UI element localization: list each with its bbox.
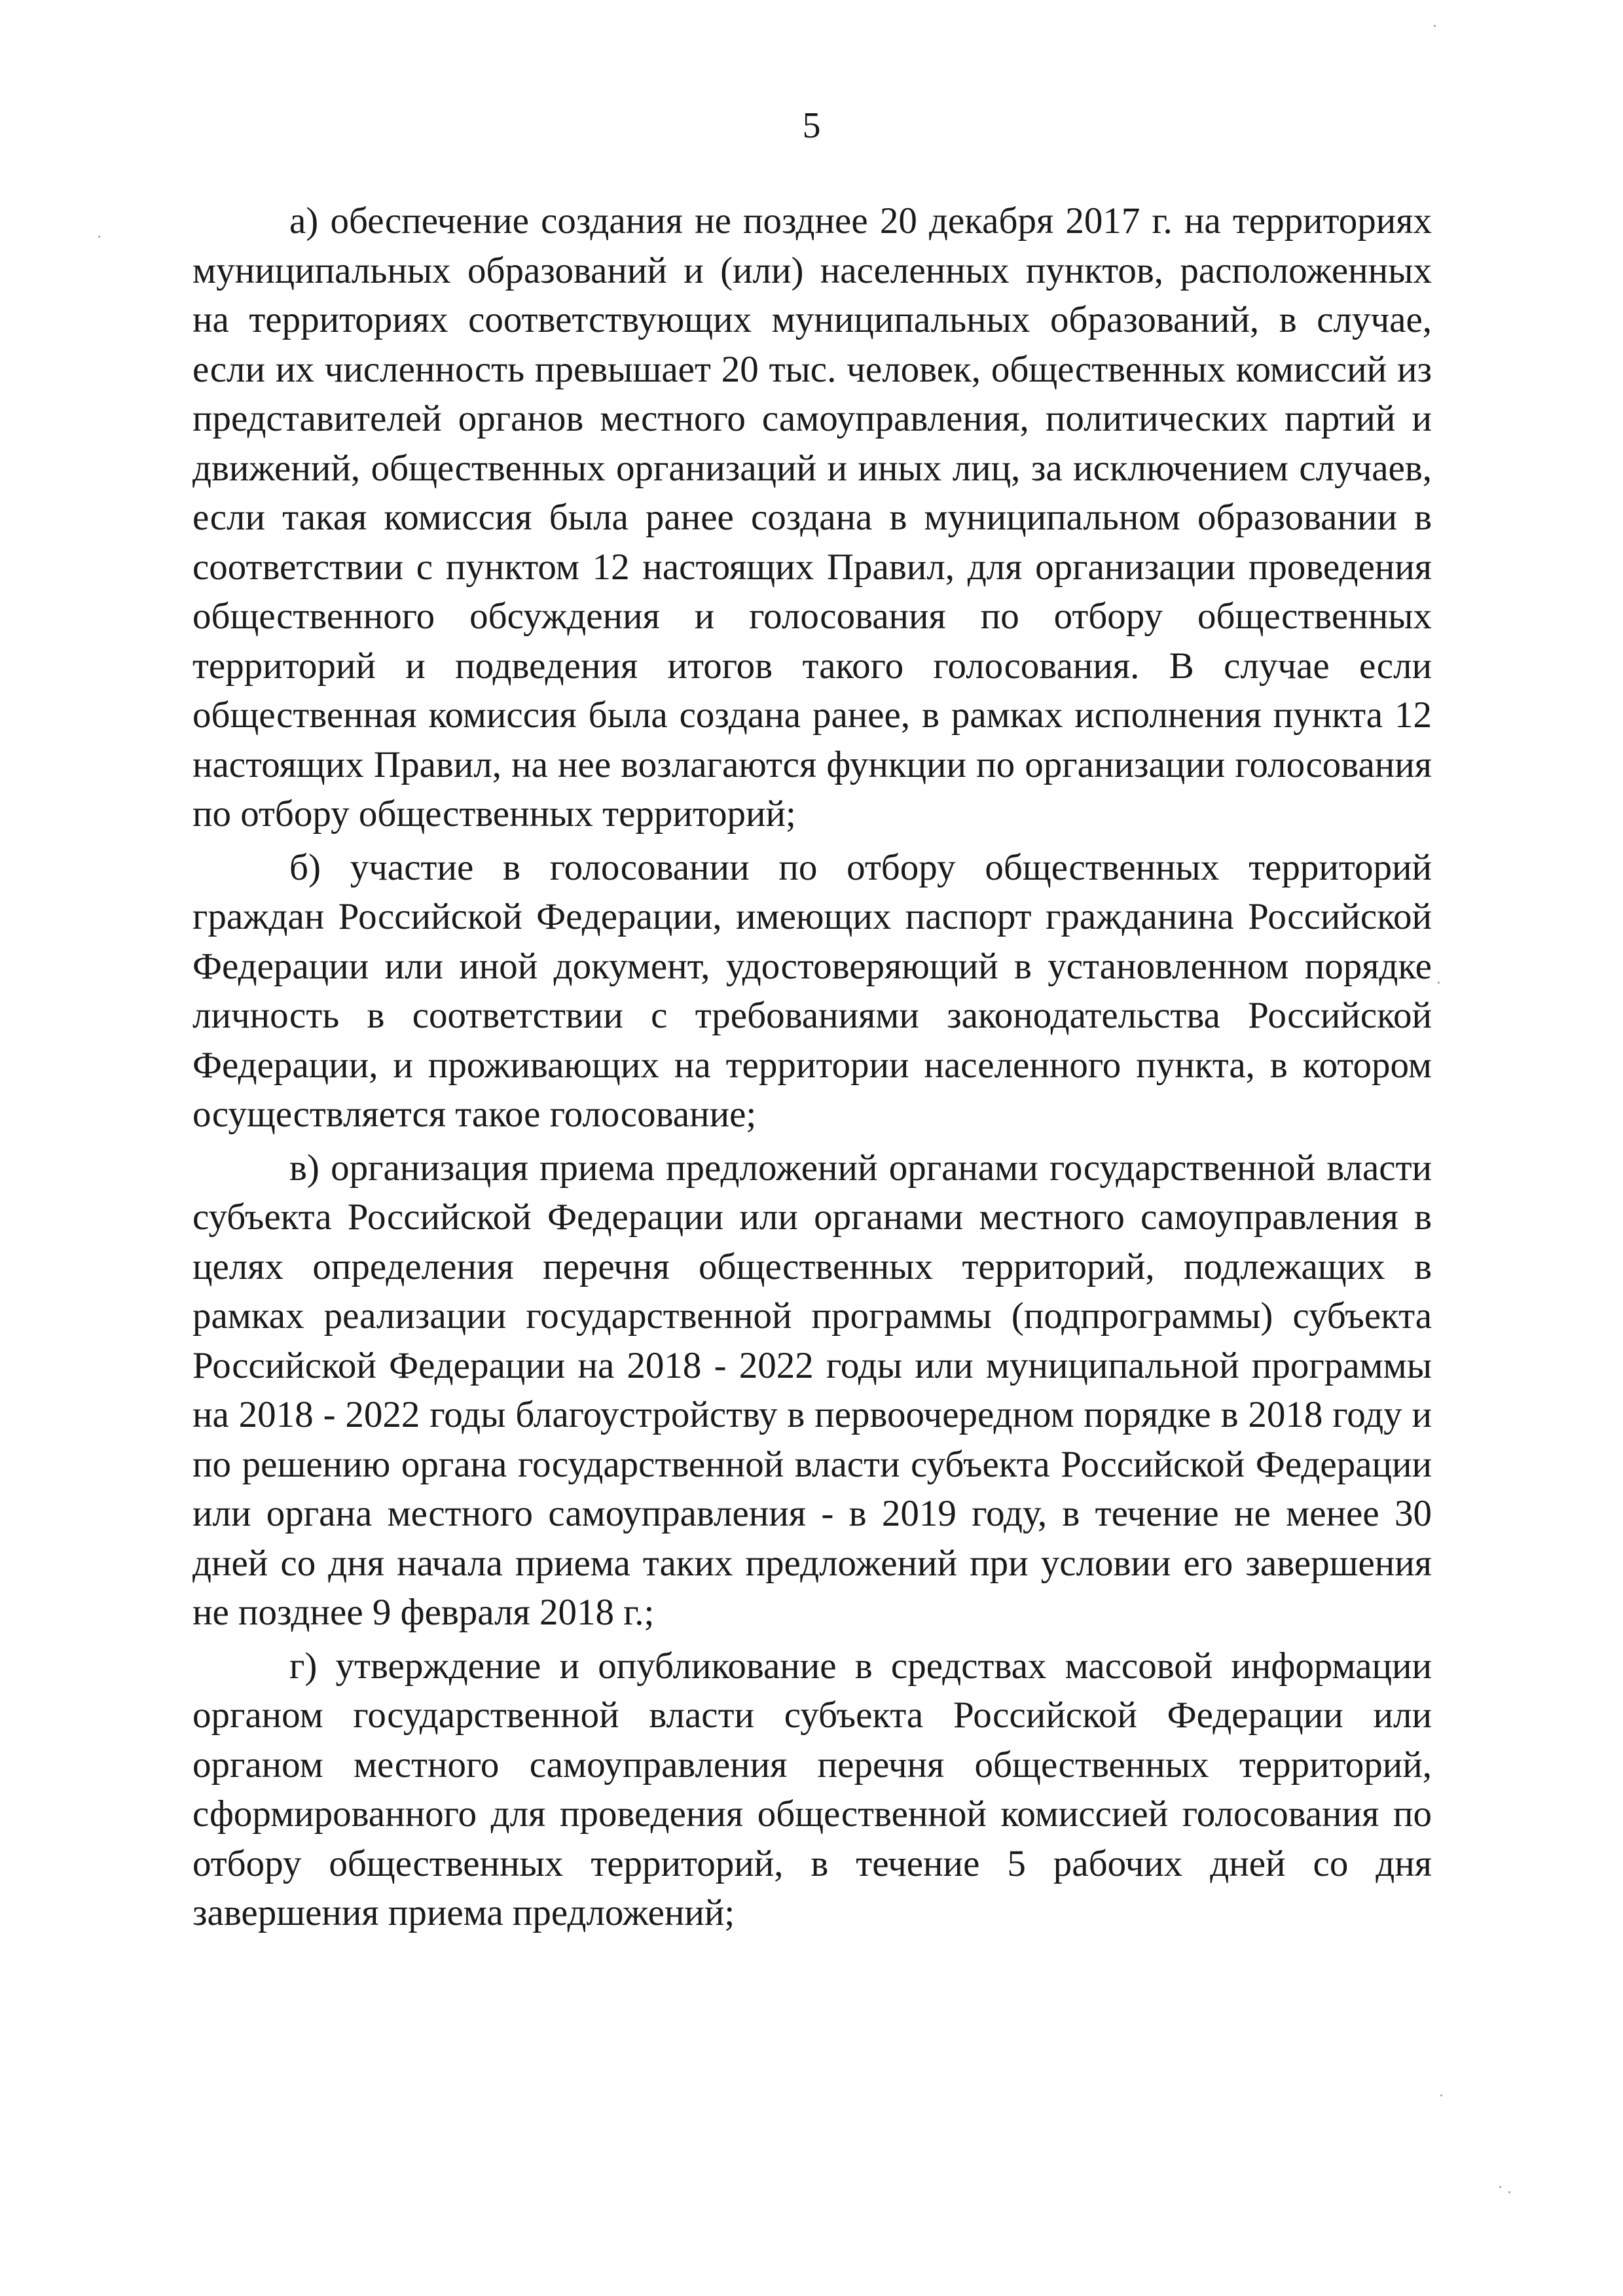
paragraph-a: а) обеспечение создания не позднее 20 декабря 2017 г. на территориях муниципальных образований и (или) населенных пунктов, расположенных на территориях соответствующих муниципальных образований, в случае, если их численность превышает 20 тыс. человек, общественных комиссий из представителей органов местного самоуправления, политических партий и движений, общественных организаций и иных лиц, за исключением случаев, если такая комиссия была ранее создана в муниципальном образовании в соответствии с пунктом 12 настоящих Правил, для организации проведения общественного обсуждения и голосования по отбору общественных территорий и подведения итогов такого голосования. В случае если общественная комиссия была создана ранее, в рамках исполнения пункта 12 настоящих Правил, на нее возлагаются функции по организации голосования по отбору общественных территорий; [192,200,1432,834]
document-body [192,196,1432,1942]
scan-speck [1499,2186,1501,2188]
scan-speck [1440,2094,1442,2096]
scan-speck [1434,25,1436,27]
scan-speck [1438,982,1440,984]
paragraph-v: в) организация приема предложений органами государственной власти субъекта Российской Федерации или органами местного самоуправления в целях определения перечня общественных территорий, подлежащих в рамках реализации государственной программы (подпрограммы) субъекта Российской Федерации на 2018 - 2022 годы или муниципальной программы на 2018 - 2022 годы благоустройству в первоочередном порядке в 2018 году и по решению органа государственной власти субъекта Российской Федерации или органа местного самоуправления - в 2019 году, в течение не менее 30 дней со дня начала приема таких предложений при условии его завершения не позднее 9 февраля 2018 г.; [192,1147,1432,1633]
scan-speck [98,236,100,238]
paragraph-g: г) утверждение и опубликование в средствах массовой информации органом государственной власти субъекта Российской Федерации или органом местного самоуправления перечня общественных территорий, сформированного для проведения общественной комиссией голосования по отбору общественных территорий, в течение 5 рабочих дней со дня завершения приема предложений; [192,1645,1432,1933]
scan-speck [1508,2191,1510,2193]
paragraph-b: б) участие в голосовании по отбору общественных территорий граждан Российской Федерации, имеющих паспорт гражданина Российской Федерации или иной документ, удостоверяющий в установленном порядке личность в соответствии с требованиями законодательства Российской Федерации, и проживающих на территории населенного пункта, в котором осуществляется такое голосование; [192,846,1432,1135]
page-number: 5 [802,105,821,146]
